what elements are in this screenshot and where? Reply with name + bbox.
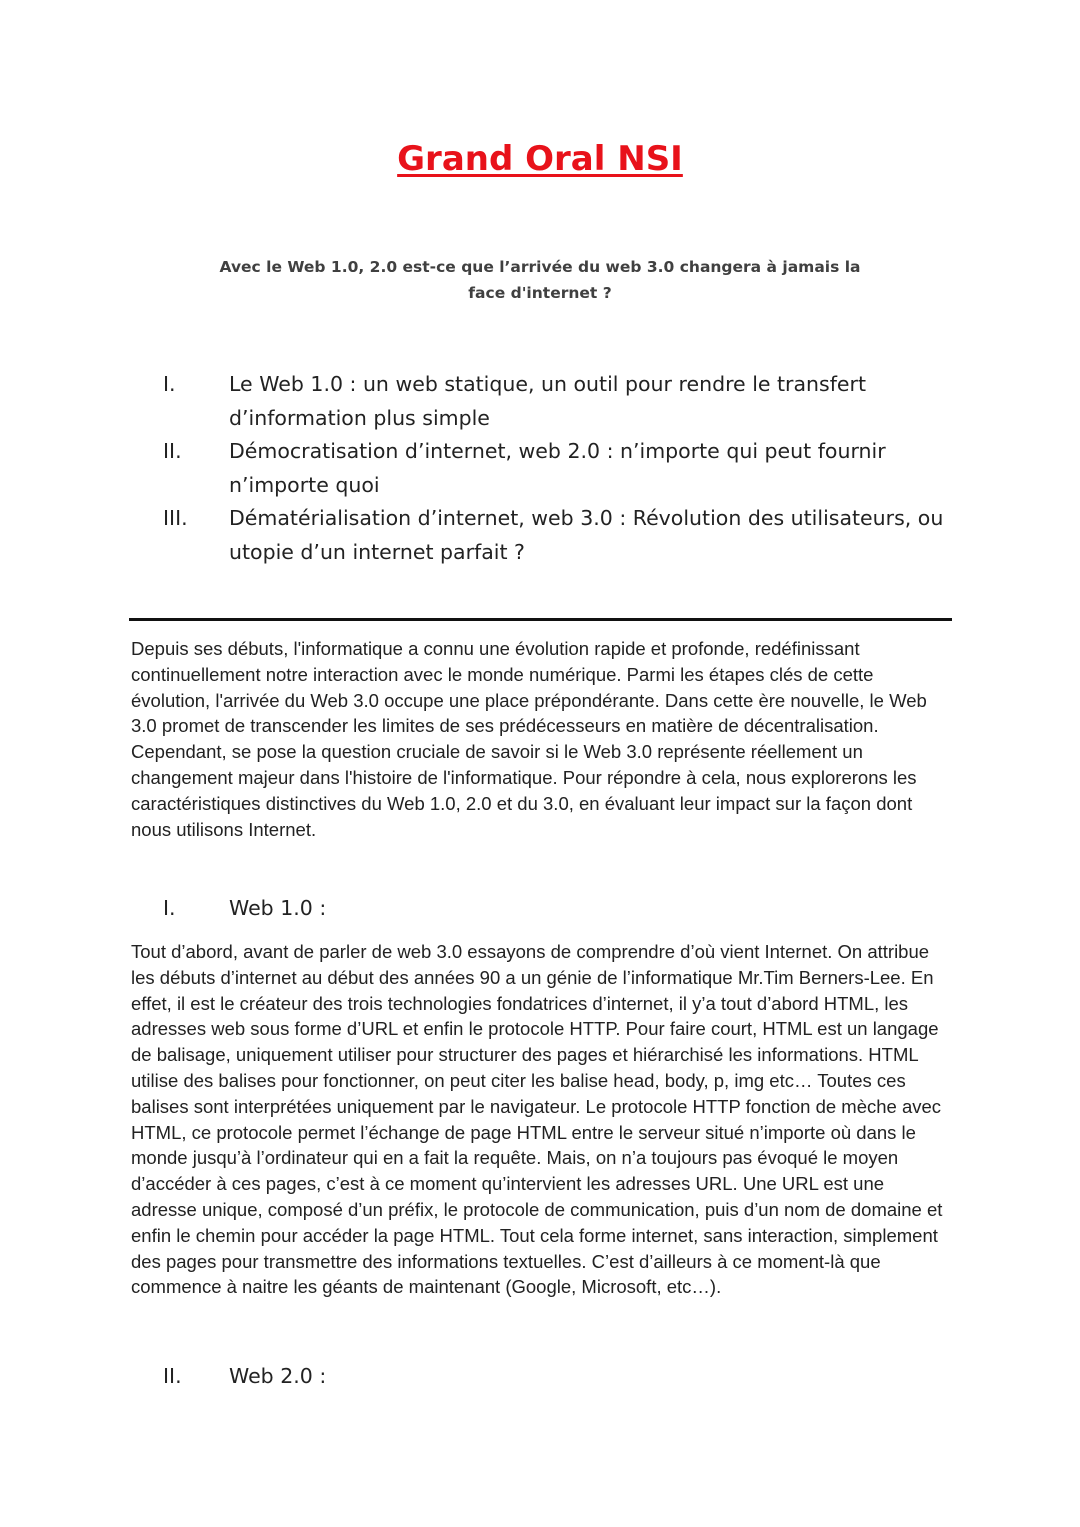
outline-item <box>0 502 959 569</box>
section-number: I. <box>163 896 176 920</box>
subtitle-line-2: face d'internet ? <box>468 284 612 302</box>
outline-number: I. <box>163 372 176 396</box>
outline-list <box>0 368 1080 569</box>
horizontal-rule <box>129 618 952 621</box>
subtitle-line-1: Avec le Web 1.0, 2.0 est-ce que l’arrivée du web 3.0 changera à jamais la <box>219 258 861 276</box>
outline-text: Dématérialisation d’internet, web 3.0 : Révolution des utilisateurs, ou utopie d’un internet parfait ? <box>229 506 944 564</box>
document-subtitle <box>200 254 880 306</box>
outline-number: III. <box>163 506 188 530</box>
outline-item <box>0 368 959 435</box>
section-number: II. <box>163 1364 182 1388</box>
outline-item <box>0 435 959 502</box>
outline-text: Démocratisation d’internet, web 2.0 : n’importe qui peut fournir n’importe quoi <box>229 439 886 497</box>
outline-number: II. <box>163 439 182 463</box>
section-title: Web 2.0 : <box>229 1364 327 1388</box>
document-title <box>0 136 1080 182</box>
section-web-1-paragraph: Tout d’abord, avant de parler de web 3.0 essayons de comprendre d’où vient Internet. On attribue les débuts d’internet au début des années 90 a un génie de l’informatique Mr.Tim Berners-Lee. En effet, il est le créateur des trois technologies fondatrices d’internet, il y’a tout d’abord HTML, les adresses web sous forme d’URL et enfin le protocole HTTP. Pour faire court, HTML est un langage de balisage, uniquement utiliser pour structurer des pages et hiérarchisé les informations. HTML utilise des balises pour fonctionner, on peut citer les balise head, body, p, img etc… Toutes ces balises sont interprétées uniquement par le navigateur. Le protocole HTTP fonction de mèche avec HTML, ce protocole permet l’échange de page HTML entre le serveur situé n’importe où dans le monde jusqu’à l’ordinateur qui en a fait la requête. Mais, on n’a toujours pas évoqué le moyen d’accéder à ces pages, c’est à ce moment qu’intervient les adresses URL. Une URL est une adresse unique, composé d’un préfix, le protocole de communication, puis d’un nom de domaine et enfin le chemin pour accéder la page HTML. Tout cela forme internet, sans interaction, simplement des pages pour transmettre des informations textuelles. C’est d’ailleurs à ce moment-là que commence à naitre les géants de maintenant (Google, Microsoft, etc…). <box>131 941 943 1298</box>
document-title-text: Grand Oral NSI <box>397 139 683 179</box>
section-title: Web 1.0 : <box>229 896 327 920</box>
outline-text: Le Web 1.0 : un web statique, un outil pour rendre le transfert d’information plus simple <box>229 372 867 430</box>
intro-paragraph: Depuis ses débuts, l'informatique a connu une évolution rapide et profonde, redéfinissant continuellement notre interaction avec le monde numérique. Parmi les étapes clés de cette évolution, l'arrivée du Web 3.0 occupe une place prépondérante. Dans cette ère nouvelle, le Web 3.0 promet de transcender les limites de ses prédécesseurs en matière de décentralisation. Cependant, se pose la question cruciale de savoir si le Web 3.0 représente réellement un changement majeur dans l'histoire de l'informatique. Pour répondre à cela, nous explorerons les caractéristiques distinctives du Web 1.0, 2.0 et du 3.0, en évaluant leur impact sur la façon dont nous utilisons Internet. <box>131 638 927 840</box>
